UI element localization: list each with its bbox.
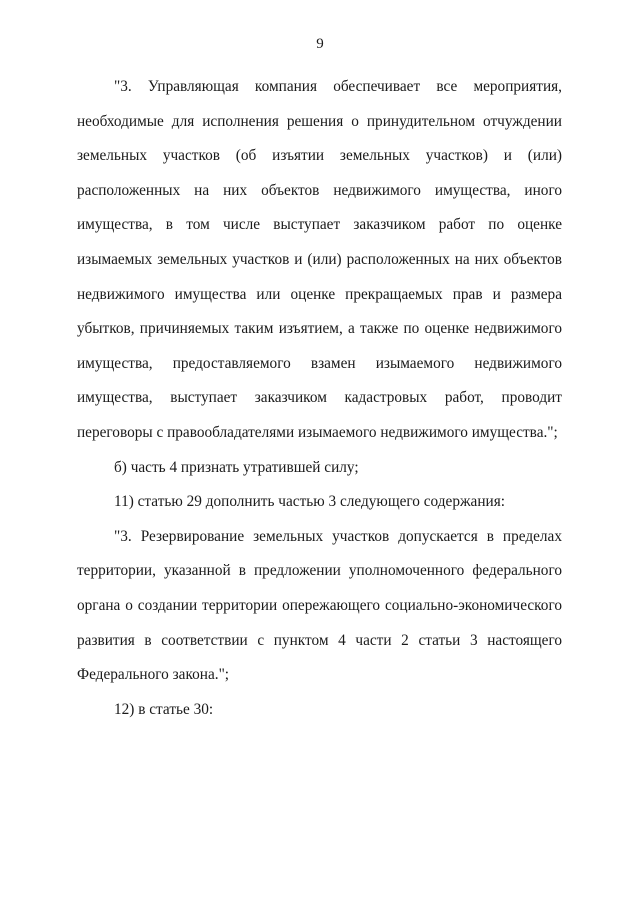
paragraph-management-company: "3. Управляющая компания обеспечивает все мероприятия, необходимые для исполнения решения о принудительном отчуждении земельных участков (об изъятии земельных участков) и (или) расположенных на них объектов недвижимого имущества, иного имущества, в том числе выступает заказчиком работ по оценке изымаемых земельных участков и (или) расположенных на них объектов недвижимого имущества или оценке прекращаемых прав и размера убытков, причиняемых таким изъятием, а также по оценке недвижимого имущества, предоставляемого взамен изымаемого недвижимого имущества, выступает заказчиком кадастровых работ, проводит переговоры с правообладателями изымаемого недвижимого имущества.";: [77, 78, 562, 441]
page-number: 9: [316, 36, 324, 52]
document-body: [77, 70, 562, 727]
paragraph-article-30: 12) в статье 30:: [114, 700, 214, 718]
paragraph-part-4-void: б) часть 4 признать утратившей силу;: [114, 458, 359, 476]
paragraph-article-29: 11) статью 29 дополнить частью 3 следующего содержания:: [114, 493, 505, 511]
paragraph-land-reservation: "3. Резервирование земельных участков допускается в пределах территории, указанной в предложении уполномоченного федерального органа о создании территории опережающего социально-экономического развития в соответствии с пунктом 4 части 2 статьи 3 настоящего Федерального закона.";: [77, 527, 562, 684]
